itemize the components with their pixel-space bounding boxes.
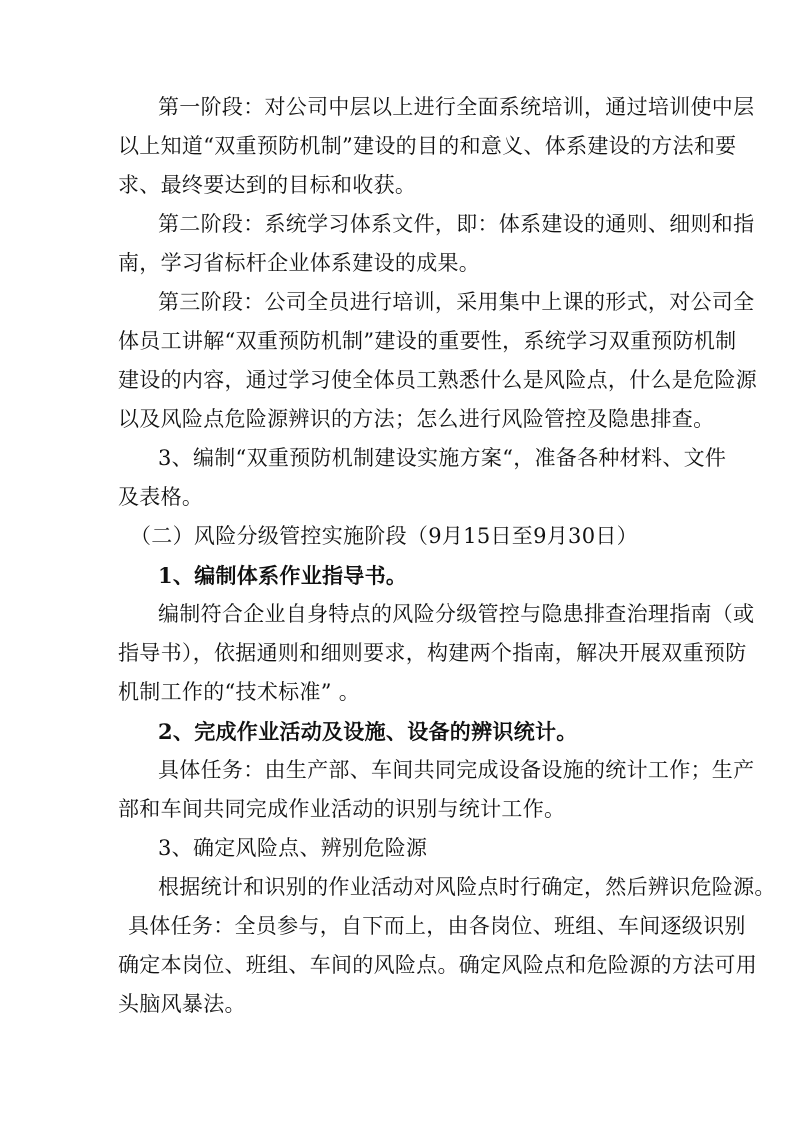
paragraph-line: 具体任务：由生产部、车间共同完成设备设施的统计工作；生产 (158, 758, 755, 782)
paragraph-line: 第二阶段：系统学习体系文件，即：体系建设的通则、细则和指 (158, 212, 755, 236)
paragraph-line: 建设的内容，通过学习使全体员工熟悉什么是风险点，什么是危险源 (118, 368, 757, 392)
paragraph-line: 南，学习省标杆企业体系建设的成果。 (118, 251, 481, 275)
paragraph-line: 体员工讲解“双重预防机制”建设的重要性，系统学习双重预防机制 (118, 329, 737, 353)
paragraph-line: 根据统计和识别的作业活动对风险点时行确定，然后辨识危险源。 (158, 875, 776, 899)
subsection-heading: 3、确定风险点、辨别危险源 (158, 836, 428, 860)
paragraph-line: 指导书），依据通则和细则要求，构建两个指南，解决开展双重预防 (118, 641, 747, 665)
paragraph-line: 编制符合企业自身特点的风险分级管控与隐患排查治理指南（或 (158, 602, 755, 626)
paragraph-line: 头脑风暴法。 (118, 992, 246, 1016)
paragraph-line: 以上知道“双重预防机制”建设的目的和意义、体系建设的方法和要 (118, 134, 737, 158)
subsection-heading: 1、编制体系作业指导书。 (158, 563, 408, 588)
paragraph-line: 部和车间共同完成作业活动的识别与统计工作。 (118, 797, 566, 821)
paragraph-line: 及表格。 (118, 485, 204, 509)
paragraph-line: 第三阶段：公司全员进行培训，采用集中上课的形式，对公司全 (158, 290, 755, 314)
paragraph-line: 第一阶段：对公司中层以上进行全面系统培训，通过培训使中层 (158, 95, 755, 119)
paragraph-line: 具体任务：全员参与，自下而上，由各岗位、班组、车间逐级识别 (128, 914, 746, 938)
subsection-heading: 2、完成作业活动及设施、设备的辨识统计。 (158, 719, 578, 744)
paragraph-line: 确定本岗位、班组、车间的风险点。确定风险点和危险源的方法可用 (118, 953, 757, 977)
paragraph-line: 以及风险点危险源辨识的方法；怎么进行风险管控及隐患排查。 (118, 407, 715, 431)
paragraph-line: 机制工作的“技术标准” 。 (118, 680, 361, 704)
paragraph-line: 3、编制“双重预防机制建设实施方案“，准备各种材料、文件 (158, 446, 727, 470)
paragraph-line: 求、最终要达到的目标和收获。 (118, 173, 417, 197)
section-heading: （二）风险分级管控实施阶段（9月15日至9月30日） (130, 524, 638, 548)
